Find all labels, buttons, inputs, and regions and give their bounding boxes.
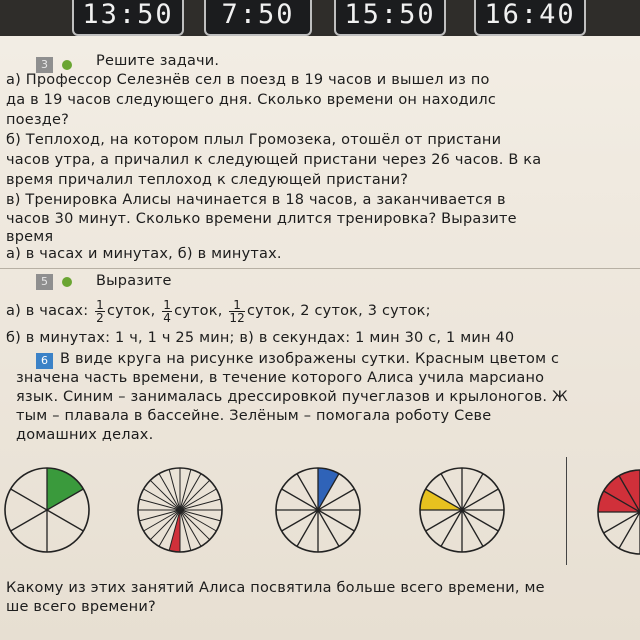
text-line: поезде?: [6, 112, 70, 128]
fraction-word: суток,: [106, 303, 156, 319]
fraction-word: суток,: [247, 303, 296, 319]
day-circle: [276, 468, 360, 552]
fraction-word: суток,: [174, 303, 223, 319]
line-suffix: 2 суток, 3 суток;: [300, 303, 431, 319]
day-circle: [138, 468, 222, 552]
fraction: [229, 299, 245, 324]
spoke: [11, 489, 47, 510]
task-number: 3: [36, 57, 53, 73]
divider-vertical: [566, 457, 567, 565]
filled-sector: [47, 468, 83, 510]
fraction-denominator: 12: [229, 310, 245, 325]
clock-1: 13:50: [72, 0, 184, 36]
text-line: время: [6, 229, 54, 245]
text-line: значена часть времени, в течение которого Алиса учила марсиано: [16, 370, 545, 386]
task-number: 6: [36, 353, 53, 369]
clocks-strip: [0, 0, 640, 36]
text-line: в) Тренировка Алисы начинается в 18 часов, а заканчивается в: [6, 192, 506, 208]
text-line: тым – плавала в бассейне. Зелёным – помогала роботу Севе: [16, 408, 492, 424]
fraction-numerator: 1: [229, 299, 245, 312]
divider: [0, 268, 640, 269]
text-line: б) в минутах: 1 ч, 1 ч 25 мин; в) в секундах: 1 мин 30 с, 1 мин 40: [6, 330, 515, 346]
fraction-denominator: 4: [163, 310, 172, 325]
clock-4: 16:40: [474, 0, 586, 36]
fraction: [162, 299, 172, 324]
spoke: [11, 510, 47, 531]
day-circles: [0, 440, 640, 570]
question-line: ше всего времени?: [6, 599, 156, 615]
text-line: б) Теплоход, на котором плыл Громозека, отошёл от пристани: [6, 132, 502, 148]
clock-2: 7:50: [204, 0, 312, 36]
text-line: В виде круга на рисунке изображены сутки. Красным цветом с: [60, 351, 560, 367]
day-circle: [5, 468, 89, 552]
clock-3: 15:50: [334, 0, 446, 36]
spoke: [47, 510, 83, 531]
green-dot-icon: [62, 60, 72, 70]
task-number: 5: [36, 274, 53, 290]
task-title: Выразите: [96, 273, 172, 289]
text-line: а) Профессор Селезнёв сел в поезд в 19 часов и вышел из по: [6, 72, 490, 88]
fractions-line: [6, 296, 431, 326]
text-line: да в 19 часов следующего дня. Сколько времени он находилс: [6, 92, 496, 108]
question-line: Какому из этих занятий Алиса посвятила больше всего времени, ме: [6, 580, 545, 596]
line-prefix: а) в часах:: [6, 303, 89, 319]
text-line: язык. Синим – занималась дрессировкой пучеглазов и крылоногов. Ж: [16, 389, 568, 405]
text-line: часов 30 минут. Сколько времени длится тренировка? Выразите: [6, 211, 517, 227]
day-circle: [598, 470, 640, 554]
green-dot-icon: [62, 277, 72, 287]
fraction-denominator: 2: [96, 310, 104, 325]
fraction-numerator: 1: [96, 297, 104, 312]
fraction-numerator: 1: [163, 297, 172, 312]
task-title: Решите задачи.: [96, 53, 220, 69]
text-line: время причалил теплоход к следующей пристани?: [6, 172, 409, 188]
text-line: часов утра, а причалил к следующей пристани через 26 часов. В ка: [6, 152, 542, 168]
fraction: [95, 299, 105, 324]
text-line: а) в часах и минутах, б) в минутах.: [6, 246, 282, 262]
text-line: домашних делах.: [16, 427, 154, 443]
day-circle: [420, 468, 504, 552]
